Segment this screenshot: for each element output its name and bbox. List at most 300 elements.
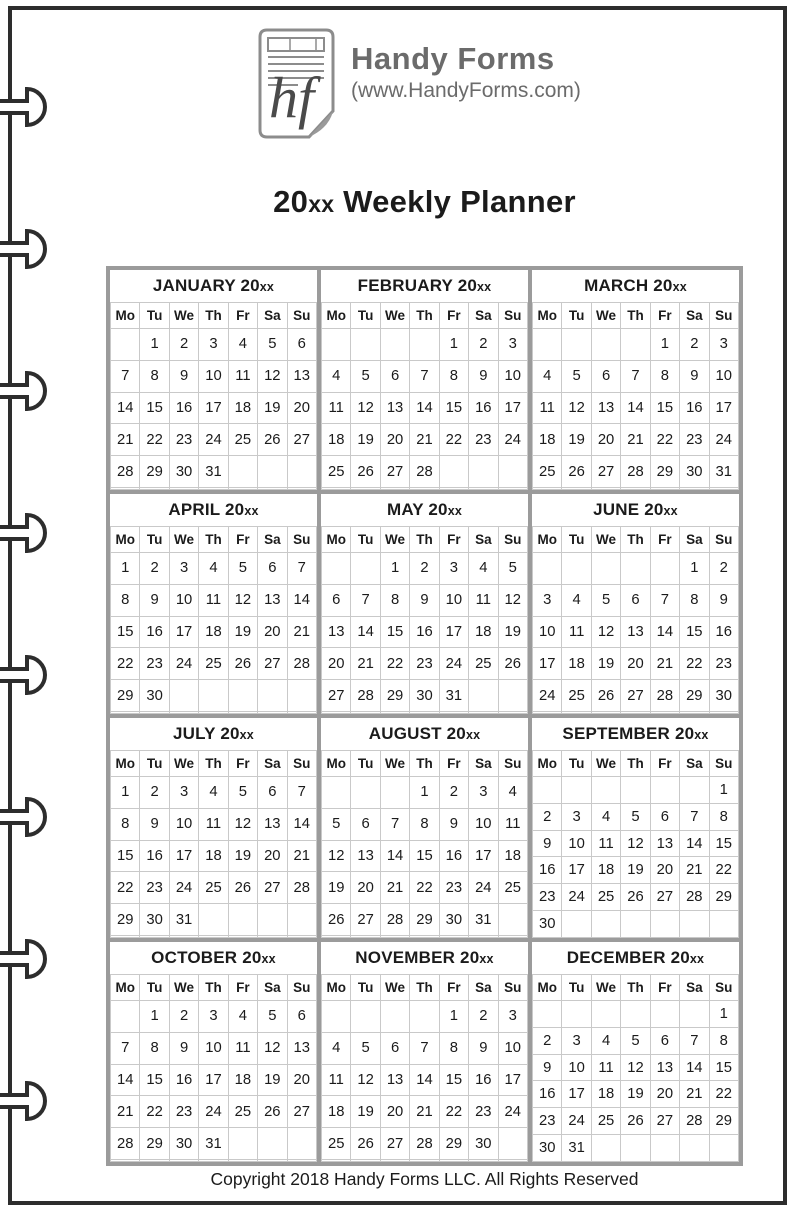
day-cell: 15 [111, 616, 140, 648]
day-cell: 21 [287, 616, 316, 648]
week-row [322, 872, 528, 904]
day-cell: 14 [351, 616, 380, 648]
weekday-label: Su [498, 527, 527, 553]
brand-url: (www.HandyForms.com) [351, 79, 581, 103]
day-cell: 15 [380, 616, 409, 648]
week-row [533, 329, 739, 361]
weekday-label: Fr [439, 751, 468, 777]
day-cell [258, 1128, 287, 1160]
day-cell: 22 [111, 648, 140, 680]
day-cell: 19 [351, 1096, 380, 1128]
day-cell: 21 [410, 1096, 439, 1128]
day-cell: 11 [533, 392, 562, 424]
week-row [533, 616, 739, 648]
day-cell: 1 [140, 329, 169, 361]
day-cell: 14 [680, 830, 709, 857]
day-cell: 8 [439, 1032, 468, 1064]
day-cell: 21 [680, 1081, 709, 1108]
month-may [321, 494, 528, 714]
week-row [111, 840, 317, 872]
day-cell: 25 [562, 680, 591, 712]
day-cell: 13 [380, 1064, 409, 1096]
week-row [322, 712, 528, 714]
day-cell: 1 [650, 329, 679, 361]
day-cell: 22 [140, 424, 169, 456]
day-cell: 6 [591, 360, 620, 392]
day-cell [621, 329, 650, 361]
day-cell: 6 [287, 1001, 316, 1033]
day-cell: 26 [621, 1108, 650, 1135]
day-cell: 12 [621, 1054, 650, 1081]
week-row [322, 360, 528, 392]
day-cell [650, 1001, 679, 1028]
day-cell: 19 [258, 392, 287, 424]
day-cell: 31 [169, 904, 198, 936]
week-row [111, 1064, 317, 1096]
day-cell [287, 904, 316, 936]
day-cell: 14 [410, 1064, 439, 1096]
day-cell: 27 [380, 456, 409, 488]
day-cell: 9 [169, 1032, 198, 1064]
week-row [322, 1128, 528, 1160]
day-cell [380, 712, 409, 714]
weekday-label: Mo [111, 751, 140, 777]
day-cell: 26 [351, 456, 380, 488]
day-cell: 18 [498, 840, 527, 872]
day-cell: 20 [287, 1064, 316, 1096]
month-title: DECEMBER 20xx [533, 942, 739, 975]
day-cell [591, 911, 620, 938]
day-cell: 26 [258, 1096, 287, 1128]
week-row [111, 872, 317, 904]
day-cell: 13 [287, 1032, 316, 1064]
day-cell: 24 [533, 680, 562, 712]
day-cell: 4 [199, 777, 228, 809]
weekday-label: We [591, 527, 620, 553]
week-row [111, 424, 317, 456]
day-cell: 9 [410, 584, 439, 616]
day-cell: 23 [140, 872, 169, 904]
day-cell: 17 [709, 392, 738, 424]
day-cell: 6 [650, 803, 679, 830]
disc-binding-notch-icon [0, 793, 60, 841]
weekday-label: Fr [439, 527, 468, 553]
day-cell [469, 680, 498, 712]
day-cell [322, 712, 351, 714]
day-cell: 2 [410, 553, 439, 585]
week-row [111, 553, 317, 585]
day-cell [258, 488, 287, 490]
month-march [532, 270, 739, 490]
week-row [322, 904, 528, 936]
day-cell [498, 456, 527, 488]
day-cell: 15 [650, 392, 679, 424]
day-cell: 28 [287, 648, 316, 680]
week-row [111, 456, 317, 488]
day-cell: 9 [469, 360, 498, 392]
day-cell: 1 [709, 1001, 738, 1028]
day-cell: 5 [621, 1027, 650, 1054]
week-row [533, 1054, 739, 1081]
month-title: MAY 20xx [322, 494, 528, 527]
weekday-label: Su [709, 975, 738, 1001]
day-cell: 10 [562, 1054, 591, 1081]
day-cell: 8 [410, 808, 439, 840]
day-cell: 5 [351, 1032, 380, 1064]
weekday-label: Mo [322, 975, 351, 1001]
day-cell: 1 [410, 777, 439, 809]
month-title: AUGUST 20xx [322, 718, 528, 751]
day-cell: 1 [709, 777, 738, 804]
day-cell: 22 [140, 1096, 169, 1128]
week-row [322, 840, 528, 872]
day-cell: 11 [228, 360, 257, 392]
title-year: 20 [273, 184, 309, 219]
day-cell: 23 [680, 424, 709, 456]
day-cell: 3 [169, 777, 198, 809]
day-cell: 10 [498, 360, 527, 392]
weekday-label: Tu [351, 975, 380, 1001]
weekday-label: Fr [228, 751, 257, 777]
day-cell: 26 [351, 1128, 380, 1160]
week-row [322, 424, 528, 456]
weekday-label: Tu [140, 751, 169, 777]
weekday-label: Tu [351, 303, 380, 329]
weekday-label: Th [199, 527, 228, 553]
day-cell: 28 [621, 456, 650, 488]
day-cell: 16 [469, 392, 498, 424]
day-cell: 8 [680, 584, 709, 616]
day-cell [533, 329, 562, 361]
disc-binding-notch-icon [0, 83, 60, 131]
day-cell [469, 456, 498, 488]
day-cell [680, 1135, 709, 1162]
day-cell [351, 329, 380, 361]
day-cell: 29 [111, 904, 140, 936]
week-row [111, 680, 317, 712]
day-cell: 19 [228, 616, 257, 648]
day-cell: 2 [680, 329, 709, 361]
day-cell: 2 [140, 777, 169, 809]
week-row [533, 884, 739, 911]
day-cell [287, 488, 316, 490]
day-cell [380, 777, 409, 809]
day-cell: 23 [533, 1108, 562, 1135]
week-row [322, 1064, 528, 1096]
day-cell: 23 [533, 884, 562, 911]
day-cell: 14 [680, 1054, 709, 1081]
weekday-label: Tu [562, 527, 591, 553]
day-cell: 13 [650, 1054, 679, 1081]
month-december [532, 942, 739, 1162]
day-cell: 29 [650, 456, 679, 488]
day-cell: 25 [591, 884, 620, 911]
day-cell [322, 777, 351, 809]
day-cell: 11 [322, 392, 351, 424]
day-cell: 22 [680, 648, 709, 680]
weekday-label: Su [709, 751, 738, 777]
day-cell: 18 [228, 392, 257, 424]
day-cell: 29 [380, 680, 409, 712]
weekday-label: Tu [562, 975, 591, 1001]
day-cell: 8 [140, 360, 169, 392]
day-cell: 13 [650, 830, 679, 857]
day-cell: 23 [169, 1096, 198, 1128]
day-cell: 26 [591, 680, 620, 712]
day-cell: 14 [287, 584, 316, 616]
month-june [532, 494, 739, 714]
day-cell [380, 488, 409, 490]
day-cell: 7 [111, 1032, 140, 1064]
day-cell: 12 [562, 392, 591, 424]
day-cell [650, 553, 679, 585]
day-cell: 20 [650, 857, 679, 884]
day-cell: 18 [199, 840, 228, 872]
day-cell: 14 [621, 392, 650, 424]
day-cell: 8 [380, 584, 409, 616]
disc-binding-notch-icon [0, 225, 60, 273]
week-row [111, 904, 317, 936]
day-cell: 1 [680, 553, 709, 585]
day-cell: 22 [410, 872, 439, 904]
day-cell: 15 [680, 616, 709, 648]
day-cell [498, 488, 527, 490]
day-cell: 4 [498, 777, 527, 809]
day-cell: 16 [680, 392, 709, 424]
day-cell: 20 [650, 1081, 679, 1108]
day-cell: 11 [591, 830, 620, 857]
day-cell: 20 [380, 1096, 409, 1128]
day-cell [410, 712, 439, 714]
day-cell [287, 456, 316, 488]
day-cell [533, 712, 562, 714]
day-cell: 23 [439, 872, 468, 904]
day-cell: 28 [111, 1128, 140, 1160]
day-cell [351, 712, 380, 714]
week-row [322, 648, 528, 680]
day-cell: 5 [258, 1001, 287, 1033]
day-cell: 6 [351, 808, 380, 840]
day-cell: 24 [498, 1096, 527, 1128]
day-cell: 12 [258, 1032, 287, 1064]
week-row [533, 553, 739, 585]
weekday-label: Th [621, 527, 650, 553]
day-cell: 27 [258, 872, 287, 904]
day-cell: 12 [498, 584, 527, 616]
day-cell [439, 936, 468, 938]
week-row [322, 488, 528, 490]
day-cell [562, 329, 591, 361]
day-cell: 5 [498, 553, 527, 585]
day-cell: 2 [439, 777, 468, 809]
day-cell: 31 [199, 456, 228, 488]
day-cell [169, 488, 198, 490]
day-cell: 19 [498, 616, 527, 648]
day-cell: 29 [709, 884, 738, 911]
day-cell: 3 [562, 803, 591, 830]
week-row [322, 680, 528, 712]
day-cell: 7 [680, 803, 709, 830]
day-cell: 30 [709, 680, 738, 712]
day-cell: 19 [562, 424, 591, 456]
month-title: NOVEMBER 20xx [322, 942, 528, 975]
day-cell: 7 [287, 777, 316, 809]
weekday-label: Su [498, 751, 527, 777]
day-cell [351, 553, 380, 585]
weekday-label: Tu [562, 751, 591, 777]
weekday-label: Su [498, 303, 527, 329]
week-row [111, 360, 317, 392]
day-cell [258, 680, 287, 712]
day-cell: 26 [228, 872, 257, 904]
day-cell: 17 [533, 648, 562, 680]
day-cell: 13 [287, 360, 316, 392]
day-cell [562, 911, 591, 938]
weekday-label: Th [410, 975, 439, 1001]
weekday-label: Tu [562, 303, 591, 329]
day-cell [650, 777, 679, 804]
day-cell [380, 329, 409, 361]
day-cell: 5 [322, 808, 351, 840]
day-cell: 4 [533, 360, 562, 392]
title-text: Weekly Planner [343, 184, 576, 219]
day-cell: 7 [351, 584, 380, 616]
day-cell: 30 [140, 680, 169, 712]
day-cell: 9 [439, 808, 468, 840]
week-row [322, 329, 528, 361]
day-cell: 25 [469, 648, 498, 680]
weekday-label: Fr [650, 303, 679, 329]
day-cell [591, 712, 620, 714]
weekday-label: Sa [258, 975, 287, 1001]
day-cell: 28 [410, 1128, 439, 1160]
day-cell: 25 [498, 872, 527, 904]
day-cell [228, 936, 257, 938]
day-cell: 3 [169, 553, 198, 585]
day-cell: 13 [322, 616, 351, 648]
week-row [533, 857, 739, 884]
weekday-label: We [591, 303, 620, 329]
week-row [533, 1108, 739, 1135]
day-cell [228, 712, 257, 714]
day-cell [650, 488, 679, 490]
day-cell: 3 [439, 553, 468, 585]
weekday-label: Th [621, 975, 650, 1001]
day-cell: 5 [621, 803, 650, 830]
day-cell: 27 [351, 904, 380, 936]
day-cell: 26 [621, 884, 650, 911]
week-row [533, 488, 739, 490]
day-cell: 29 [410, 904, 439, 936]
day-cell [380, 936, 409, 938]
day-cell: 4 [228, 329, 257, 361]
day-cell: 3 [498, 1001, 527, 1033]
month-title: JANUARY 20xx [111, 270, 317, 303]
week-row [111, 808, 317, 840]
day-cell: 20 [258, 840, 287, 872]
day-cell: 26 [228, 648, 257, 680]
day-cell: 17 [498, 1064, 527, 1096]
day-cell [199, 1160, 228, 1162]
day-cell [111, 488, 140, 490]
day-cell [680, 911, 709, 938]
weekday-label: Tu [140, 975, 169, 1001]
week-row [111, 936, 317, 938]
day-cell: 11 [591, 1054, 620, 1081]
weekday-label: Mo [111, 527, 140, 553]
day-cell: 21 [111, 424, 140, 456]
day-cell: 24 [439, 648, 468, 680]
day-cell: 30 [469, 1128, 498, 1160]
day-cell: 11 [228, 1032, 257, 1064]
day-cell: 31 [562, 1135, 591, 1162]
day-cell: 30 [169, 456, 198, 488]
day-cell: 29 [140, 1128, 169, 1160]
day-cell: 2 [533, 1027, 562, 1054]
day-cell [498, 680, 527, 712]
day-cell [351, 936, 380, 938]
weekday-label: Sa [469, 975, 498, 1001]
day-cell [351, 1160, 380, 1162]
day-cell: 22 [439, 1096, 468, 1128]
week-row [111, 712, 317, 714]
day-cell: 28 [287, 872, 316, 904]
day-cell [258, 936, 287, 938]
day-cell [228, 1160, 257, 1162]
day-cell: 31 [469, 904, 498, 936]
day-cell: 3 [533, 584, 562, 616]
day-cell [650, 712, 679, 714]
day-cell: 20 [380, 424, 409, 456]
day-cell: 8 [439, 360, 468, 392]
day-cell: 27 [591, 456, 620, 488]
day-cell: 27 [258, 648, 287, 680]
day-cell [650, 1135, 679, 1162]
month-title: SEPTEMBER 20xx [533, 718, 739, 751]
day-cell: 12 [322, 840, 351, 872]
day-cell: 16 [439, 840, 468, 872]
day-cell [591, 777, 620, 804]
weekday-label: Su [287, 527, 316, 553]
day-cell [591, 553, 620, 585]
weekday-label: Mo [322, 303, 351, 329]
day-cell: 26 [258, 424, 287, 456]
weekday-label: Sa [258, 303, 287, 329]
day-cell: 29 [111, 680, 140, 712]
day-cell: 16 [533, 1081, 562, 1108]
day-cell: 17 [169, 616, 198, 648]
day-cell: 4 [591, 1027, 620, 1054]
day-cell: 23 [140, 648, 169, 680]
day-cell: 28 [650, 680, 679, 712]
weekday-label: We [169, 975, 198, 1001]
week-row [533, 456, 739, 488]
day-cell: 10 [439, 584, 468, 616]
day-cell [287, 680, 316, 712]
day-cell [591, 1001, 620, 1028]
day-cell: 26 [322, 904, 351, 936]
day-cell: 4 [199, 553, 228, 585]
day-cell: 17 [439, 616, 468, 648]
day-cell [228, 456, 257, 488]
day-cell [621, 553, 650, 585]
day-cell: 21 [111, 1096, 140, 1128]
day-cell: 11 [498, 808, 527, 840]
day-cell [680, 488, 709, 490]
day-cell: 9 [469, 1032, 498, 1064]
day-cell: 11 [322, 1064, 351, 1096]
day-cell: 4 [322, 360, 351, 392]
